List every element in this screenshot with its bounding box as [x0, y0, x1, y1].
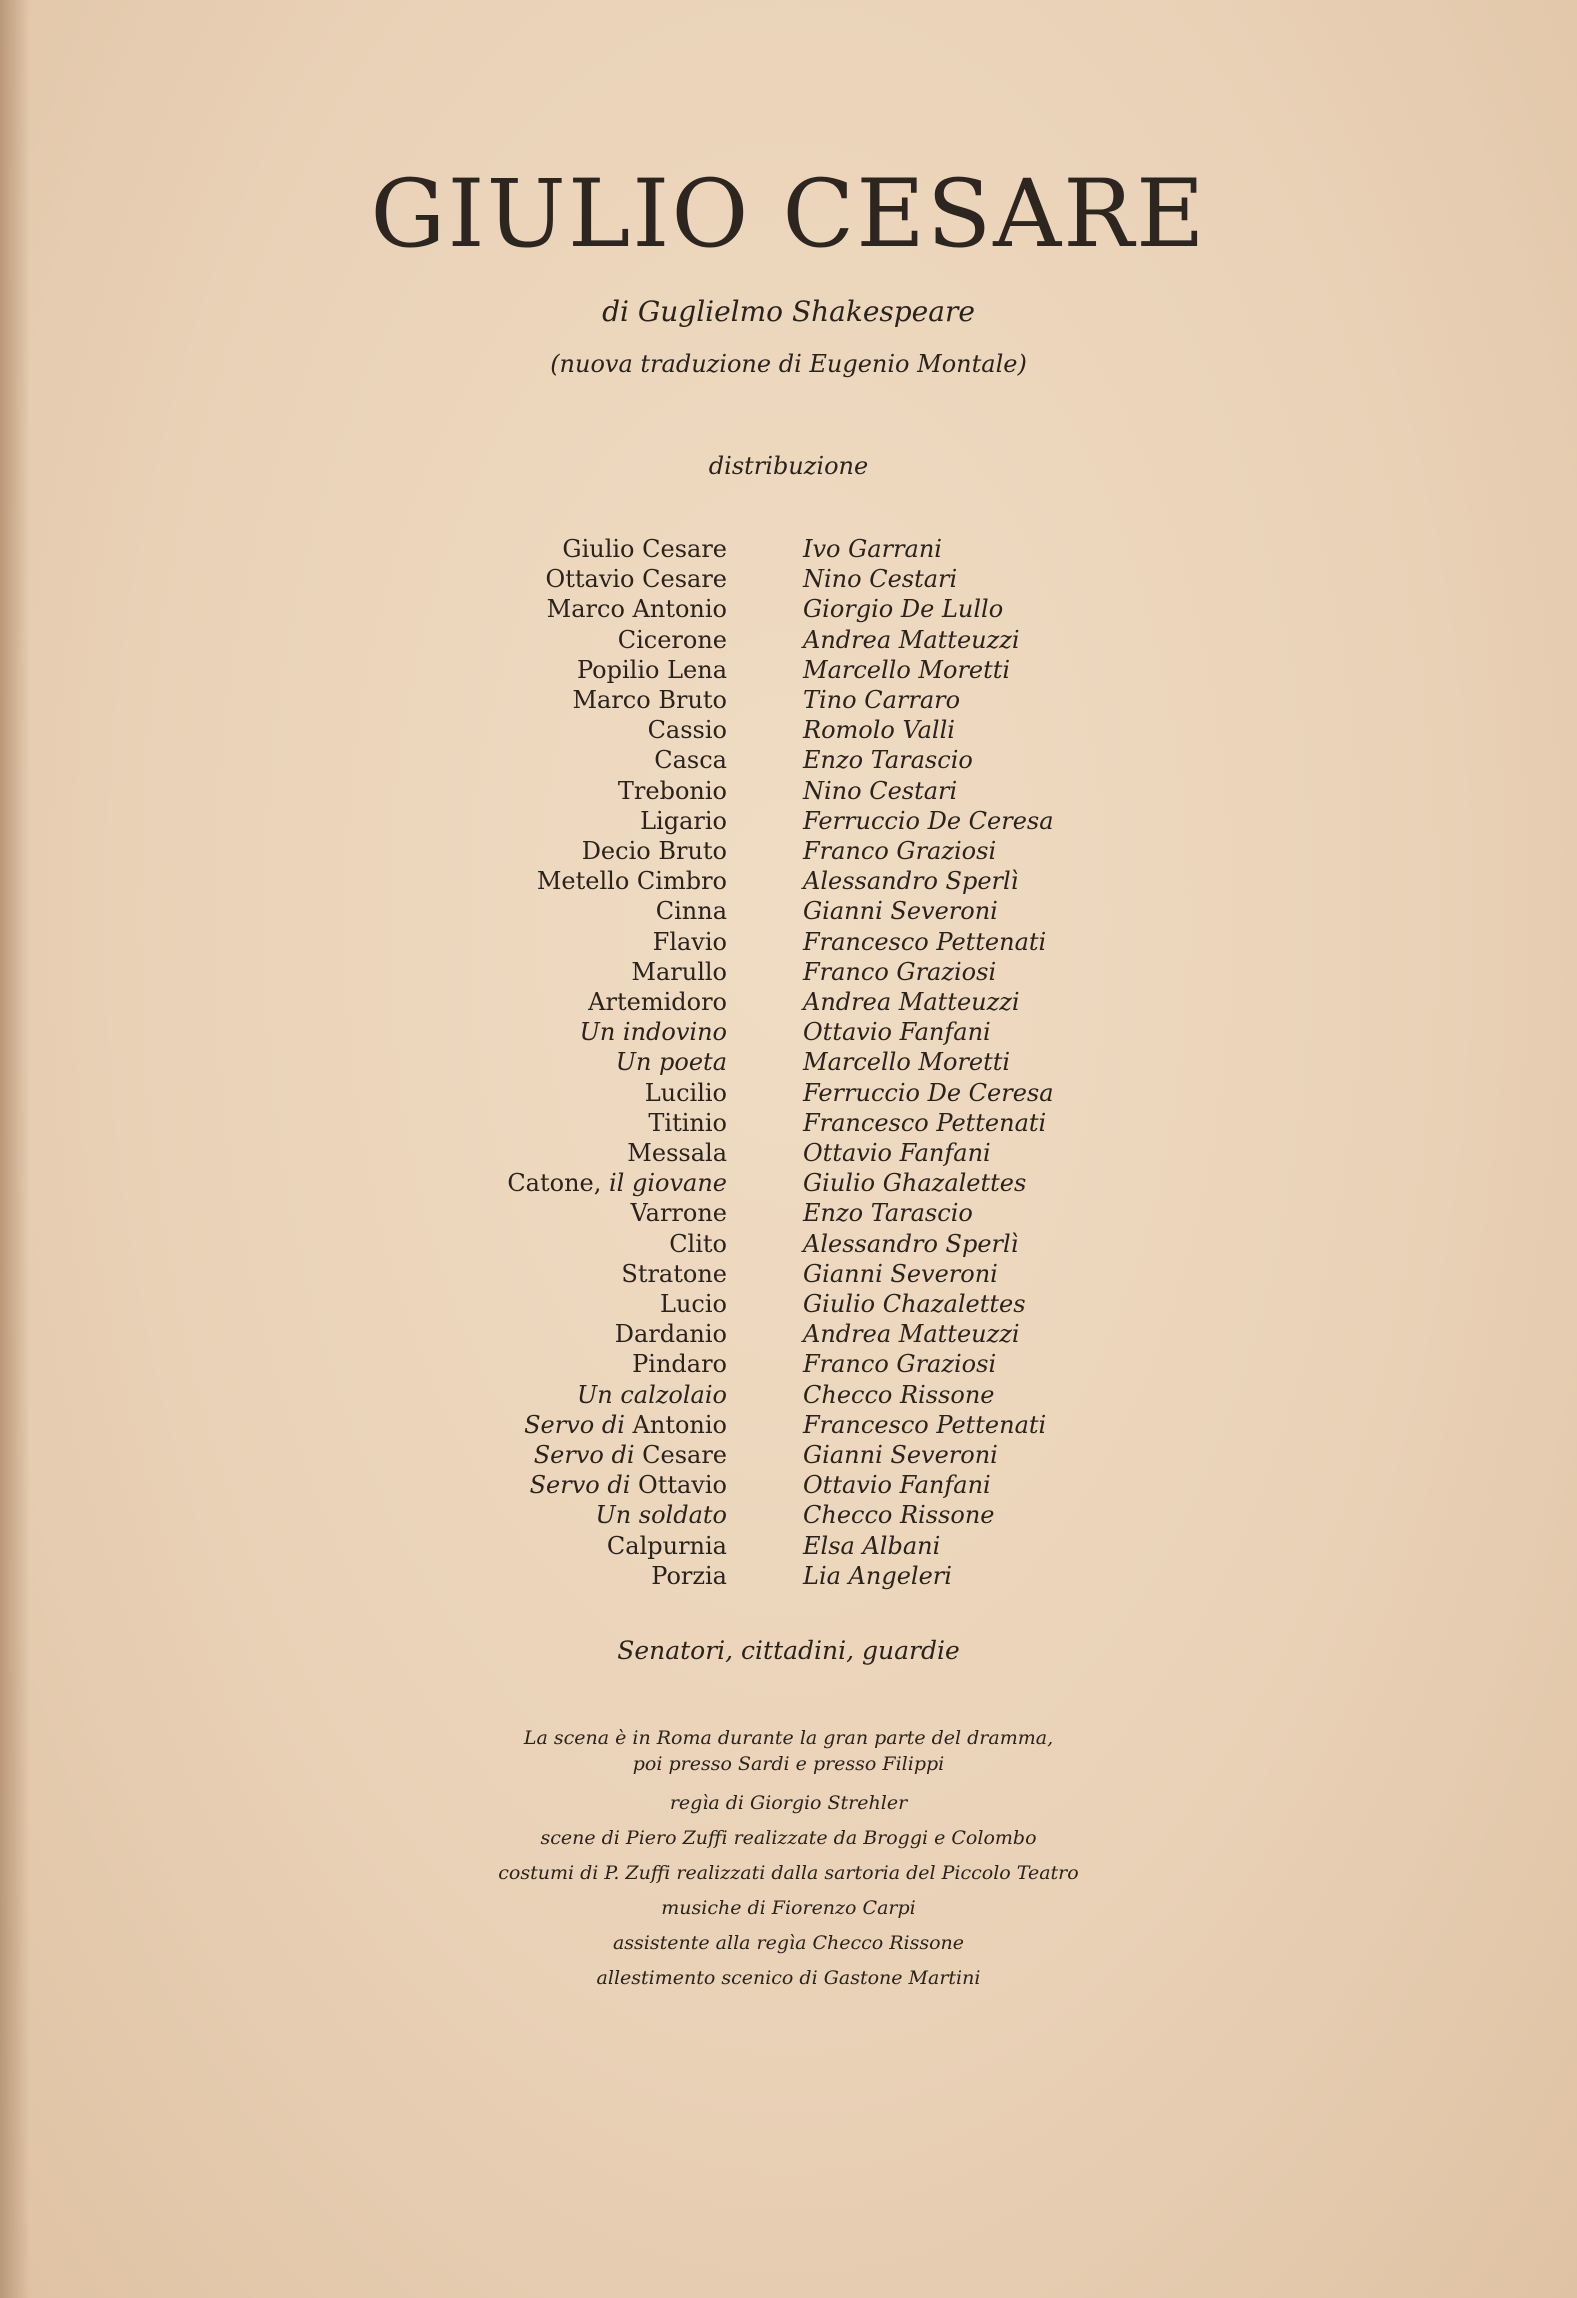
- cast-row: [0, 1047, 1577, 1077]
- cast-actor: Andrea Matteuzzi: [803, 1320, 1020, 1349]
- cast-actor: Giulio Chazalettes: [803, 1290, 1026, 1318]
- cast-actor: Nino Cestari: [803, 776, 958, 805]
- cast-row: [0, 534, 1577, 564]
- credit-line: regìa di Giorgio Strehler: [669, 1792, 908, 1814]
- cast-row: [0, 1289, 1577, 1319]
- cast-row: [0, 1380, 1577, 1410]
- cast-row: [0, 625, 1577, 655]
- translation-note: (nuova traduzione di Eugenio Montale): [550, 350, 1027, 378]
- cast-row: [0, 1168, 1577, 1198]
- cast-role: Giulio Cesare: [562, 535, 727, 563]
- cast-row: [0, 1108, 1577, 1138]
- cast-actor: Enzo Tarascio: [803, 746, 973, 775]
- cast-row: [0, 927, 1577, 957]
- credit-line: assistente alla regìa Checco Rissone: [612, 1932, 965, 1954]
- cast-actor: Gianni Severoni: [803, 1441, 998, 1469]
- cast-row: [0, 1319, 1577, 1349]
- cast-row: [0, 1138, 1577, 1168]
- cast-actor: Tino Carraro: [803, 686, 961, 714]
- cast-row: [0, 776, 1577, 806]
- extras-line: Senatori, cittadini, guardie: [617, 1636, 960, 1665]
- cast-row: [0, 896, 1577, 926]
- credit-line: scene di Piero Zuffi realizzate da Broggi e Colombo: [540, 1827, 1037, 1849]
- cast-actor: Ottavio Fanfani: [803, 1471, 991, 1500]
- cast-role: Clito: [669, 1229, 727, 1258]
- cast-row: [0, 1500, 1577, 1530]
- cast-role: Ligario: [640, 806, 727, 835]
- author-line: di Guglielmo Shakespeare: [602, 295, 975, 328]
- cast-actor: Elsa Albani: [803, 1531, 941, 1560]
- credit-line: allestimento scenico di Gastone Martini: [596, 1967, 981, 1989]
- cast-role: Marco Antonio: [546, 595, 727, 624]
- cast-role: Trebonio: [617, 776, 727, 805]
- cast-role: Un calzolaio: [577, 1380, 727, 1409]
- cast-row: [0, 1440, 1577, 1470]
- play-title: GIULIO CESARE: [370, 160, 1207, 269]
- cast-actor: Giulio Ghazalettes: [803, 1169, 1027, 1198]
- cast-role: Varrone: [630, 1199, 727, 1228]
- cast-actor: Franco Graziosi: [803, 957, 997, 986]
- cast-role: Decio Bruto: [581, 837, 727, 865]
- cast-actor: Andrea Matteuzzi: [803, 988, 1020, 1016]
- cast-role: Casca: [654, 746, 727, 775]
- cast-role: Artemidoro: [588, 988, 727, 1016]
- cast-actor: Andrea Matteuzzi: [803, 625, 1020, 654]
- cast-role: Cassio: [647, 716, 727, 745]
- cast-actor: Gianni Severoni: [803, 1259, 998, 1288]
- cast-row: [0, 745, 1577, 775]
- cast-row: [0, 806, 1577, 836]
- cast-role: Marullo: [631, 957, 727, 986]
- cast-actor: Francesco Pettenati: [803, 1410, 1047, 1439]
- cast-row: [0, 1017, 1577, 1047]
- cast-row: [0, 655, 1577, 685]
- cast-actor: Gianni Severoni: [803, 897, 998, 926]
- cast-row: [0, 866, 1577, 896]
- cast-actor: Alessandro Sperlì: [803, 1229, 1019, 1258]
- cast-role: Un poeta: [615, 1048, 727, 1077]
- cast-actor: Romolo Valli: [803, 716, 955, 745]
- cast-row: [0, 1229, 1577, 1259]
- credit-line: La scena è in Roma durante la gran parte del dramma,: [523, 1727, 1054, 1749]
- cast-role: Pindaro: [632, 1350, 727, 1379]
- cast-role: Catone, il giovane: [507, 1169, 727, 1198]
- cast-role: Marco Bruto: [572, 686, 727, 714]
- cast-row: [0, 564, 1577, 594]
- cast-row: [0, 685, 1577, 715]
- cast-row: [0, 836, 1577, 866]
- cast-actor: Ferruccio De Ceresa: [803, 806, 1054, 835]
- cast-actor: Marcello Moretti: [803, 1048, 1011, 1077]
- cast-role: Lucio: [660, 1290, 727, 1318]
- cast-actor: Ferruccio De Ceresa: [803, 1078, 1054, 1107]
- cast-actor: Alessandro Sperlì: [803, 867, 1019, 896]
- cast-actor: Checco Rissone: [803, 1501, 995, 1530]
- cast-role: Titinio: [648, 1108, 727, 1137]
- cast-row: [0, 1349, 1577, 1379]
- cast-role: Ottavio Cesare: [545, 565, 727, 594]
- cast-role: Messala: [627, 1139, 727, 1167]
- cast-row: [0, 1561, 1577, 1591]
- cast-actor: Marcello Moretti: [803, 655, 1011, 684]
- cast-role: Calpurnia: [606, 1531, 727, 1560]
- cast-role: Lucilio: [644, 1078, 727, 1107]
- cast-row: [0, 594, 1577, 624]
- cast-row: [0, 715, 1577, 745]
- cast-row: [0, 1198, 1577, 1228]
- cast-role: Cinna: [655, 897, 727, 926]
- cast-role: Un indovino: [579, 1018, 727, 1047]
- cast-row: [0, 1470, 1577, 1500]
- distribution-heading: distribuzione: [708, 452, 869, 480]
- cast-actor: Enzo Tarascio: [803, 1199, 973, 1228]
- cast-row: [0, 987, 1577, 1017]
- cast-row: [0, 1078, 1577, 1108]
- cast-role: Popilio Lena: [577, 655, 727, 684]
- cast-row: [0, 1410, 1577, 1440]
- cast-actor: Ottavio Fanfani: [803, 1018, 991, 1047]
- cast-actor: Nino Cestari: [803, 565, 958, 594]
- cast-actor: Francesco Pettenati: [803, 927, 1047, 956]
- cast-row: [0, 1259, 1577, 1289]
- cast-actor: Franco Graziosi: [803, 837, 997, 865]
- credit-line: costumi di P. Zuffi realizzati dalla sartoria del Piccolo Teatro: [498, 1862, 1079, 1884]
- cast-role: Dardanio: [614, 1320, 727, 1349]
- cast-role: Stratone: [621, 1259, 727, 1288]
- production-credits: [0, 1726, 1577, 1996]
- cast-row: [0, 1531, 1577, 1561]
- cast-role: Servo di Ottavio: [529, 1471, 727, 1500]
- cast-role: Servo di Cesare: [533, 1441, 727, 1469]
- cast-role: Porzia: [651, 1561, 727, 1590]
- cast-role: Metello Cimbro: [536, 867, 727, 896]
- cast-actor: Ivo Garrani: [803, 535, 942, 563]
- cast-role: Un soldato: [595, 1501, 727, 1530]
- credit-line: musiche di Fiorenzo Carpi: [661, 1897, 916, 1919]
- cast-role: Flavio: [652, 927, 727, 956]
- cast-actor: Checco Rissone: [803, 1380, 995, 1409]
- credit-line: poi presso Sardi e presso Filippi: [632, 1753, 945, 1775]
- cast-actor: Ottavio Fanfani: [803, 1139, 991, 1167]
- cast-role: Cicerone: [617, 625, 727, 654]
- cast-actor: Lia Angeleri: [803, 1561, 952, 1590]
- cast-actor: Francesco Pettenati: [803, 1108, 1047, 1137]
- cast-row: [0, 957, 1577, 987]
- cast-role: Servo di Antonio: [524, 1410, 727, 1439]
- cast-actor: Franco Graziosi: [803, 1350, 997, 1379]
- cast-actor: Giorgio De Lullo: [803, 595, 1004, 624]
